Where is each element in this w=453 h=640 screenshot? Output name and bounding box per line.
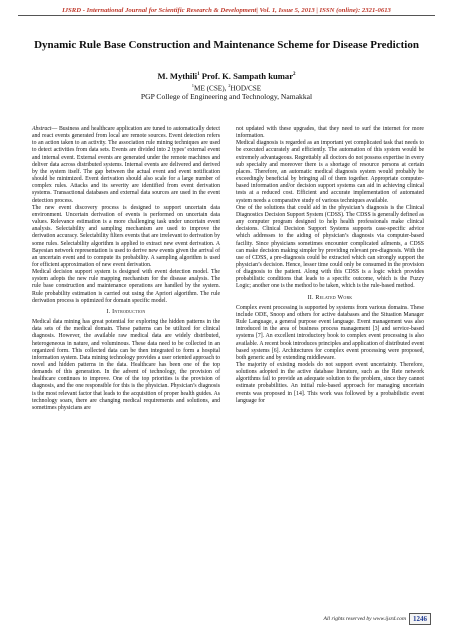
journal-header: IJSRD - International Journal for Scientific Research & Development| Vol. 1, Issue 5, 2013 | ISSN (online): 2321-0613 [18, 7, 435, 16]
abstract-paragraph: Medical decision support system is designed with event detection model. The system adopts the new rule mapping mechanism for the disease analysis. The rule base construction and maintenance operations are handled by the system. Rule probability estimation is carried out using the Apriori algorithm. The rule derivation process is optimized for domain specific model. [32, 269, 220, 304]
affiliation-role: ME (CSE), [194, 84, 229, 93]
affiliation-superscript: 2 [228, 83, 231, 88]
section-heading [236, 295, 424, 302]
college-name: PGP College of Engineering and Technology, Namakkal [140, 92, 313, 101]
authors-line [30, 70, 423, 81]
body-paragraph: Complex event processing is supported by systems from various domains. These include ODE, Snoop and others for active databases and the Situation Manager Rule Language, a general purpose event language. Event management was also introduced in the area of business process management [3] and service-based systems [7]. An excellent introductory book to complex event processing is also available. A recent book introduces principles and application of distributed event based systems [6]. Architectures for complex event processing were proposed, both generic and by extending middleware. [236, 304, 424, 361]
affiliation-role: HOD/CSE [230, 84, 262, 93]
body-paragraph: The majority of existing models do not support event uncertainty. Therefore, solutions adopted in the active database literature, such as the Rete network algorithms fail to provide an adequate solution to the problem, since they cannot estimate probabilities. An initial rule-based approach for managing uncertain events was proposed in [14]. This work was followed by a probabilistic event language for [236, 362, 424, 404]
section-heading [32, 309, 220, 316]
left-column [32, 126, 220, 412]
author-superscript: 1 [197, 72, 200, 77]
abstract-label: Abstract [32, 126, 52, 132]
page-number: 1246 [409, 613, 431, 625]
author-name: Prof. K. Sampath kumar [201, 70, 294, 81]
body-paragraph: Medical data mining has great potential for exploring the hidden patterns in the data sets of the medical domain. These patterns can be utilized for clinical diagnosis. However, the available raw medical data are widely distributed, heterogeneous in nature, and voluminous. These data need to be collected in an organized form. This collected data can be then integrated to form a hospital information system. Data mining technology provides a user oriented approach to novel and hidden patterns in the data. Healthcare has been one of the top demands of this generation. In the advent of technology, the provision of healthcare continues to improve. One of the top priorities is the provision of diagnosis, and the one responsible for this is the physician. Physician’s diagnosis is the most relevant factor that leads to the acquisition of proper health guides. As technology soars, there are changing medical requirements and solutions, and sometimes physicians are [32, 319, 220, 411]
section-numeral: I. [106, 308, 111, 315]
abstract-paragraph: The new event discovery process is designed to support uncertain data environment. Uncertain derivation of events is performed on uncertain data values. Relevance estimation is a more challenging task under uncertain event analysis. Selectability and sampling mechanism are used to improve the derivation accuracy. Selectability filters events that are irrelevant to derivation by some rules. Selectability algorithm is applied to extract new event derivation. A Bayesian network representation is used to derive new events given the arrival of an uncertain event and to compute its probability. A sampling algorithm is used for efficient approximation of new event derivation. [32, 204, 220, 268]
author-superscript: 2 [293, 72, 296, 77]
footer-rights: All rights reserved by www.ijsrd.com [323, 616, 406, 622]
paper-title: Dynamic Rule Base Construction and Maintenance Scheme for Disease Prediction [34, 39, 419, 51]
body-paragraph: One of the solutions that could aid in the physician’s diagnosis is the Clinical Diagnostics Decision Support System (CDSS). The CDSS is generally defined as any computer program designed to help health professionals make clinical decisions. Clinical Decision Support Systems supports case-specific advice which addresses to the aiding of physician’s diagnosis via computer-based facility. Since physicians sometimes encounter complicated ailments, a CDSS can make decision making simpler by providing relevant pre-diagnosis. With the use of CDSS, a pre-diagnosis could be extracted which can strongly support the physician’s decision. Hence, lesser time could only be consumed in the provision of diagnosis to the patient. Along with this CDSS is a logic which provides probabilistic conditions that leads to a specific outcome, which is the Fuzzy Logic; another one is the method to be taken, which is the rule-based method. [236, 204, 424, 290]
right-column [236, 126, 424, 405]
author-name: M. Mythili [157, 70, 198, 81]
section-title: Related Work [315, 294, 353, 301]
body-paragraph: not updated with these upgrades, that they need to surf the internet for more information. [236, 126, 424, 140]
section-title: Introduction [112, 308, 146, 315]
affiliation-superscript: 1 [191, 83, 195, 88]
section-numeral: II. [307, 294, 314, 301]
body-paragraph: Medical diagnosis is regarded as an important yet complicated task that needs to be executed accurately and efficiently. The automation of this system would be extremely advantageous. Regrettably all doctors do not possess expertise in every sub specialty and moreover there is a shortage of resource persons at certain places. Therefore, an automatic medical diagnosis system would probably be exceedingly beneficial by bringing all of them together. Appropriate computer-based information and/or decision support systems can aid in achieving clinical tests at a reduced cost. Efficient and accurate implementation of automated system needs a comparative study of various techniques available. [236, 140, 424, 204]
abstract-text: — Business and healthcare application are tuned to automatically detect and react events generated from local are remote sources. Event detection refers to an action taken to an activity. The association rule mining techniques are used to detect activities from data sets. Events are divided into 2 types’ external event and internal event. External events are generated under the remote machines and deliver data across distributed systems. Internal events are delivered and derived by the system itself. The gap between the actual event and event notification should be minimized. Event derivation should also scale for a large number of complex rules. Attacks and its severity are identified from event derivation systems. Transactional databases and external data sources are used in the event detection process. [32, 126, 220, 204]
abstract-paragraph [32, 126, 220, 205]
